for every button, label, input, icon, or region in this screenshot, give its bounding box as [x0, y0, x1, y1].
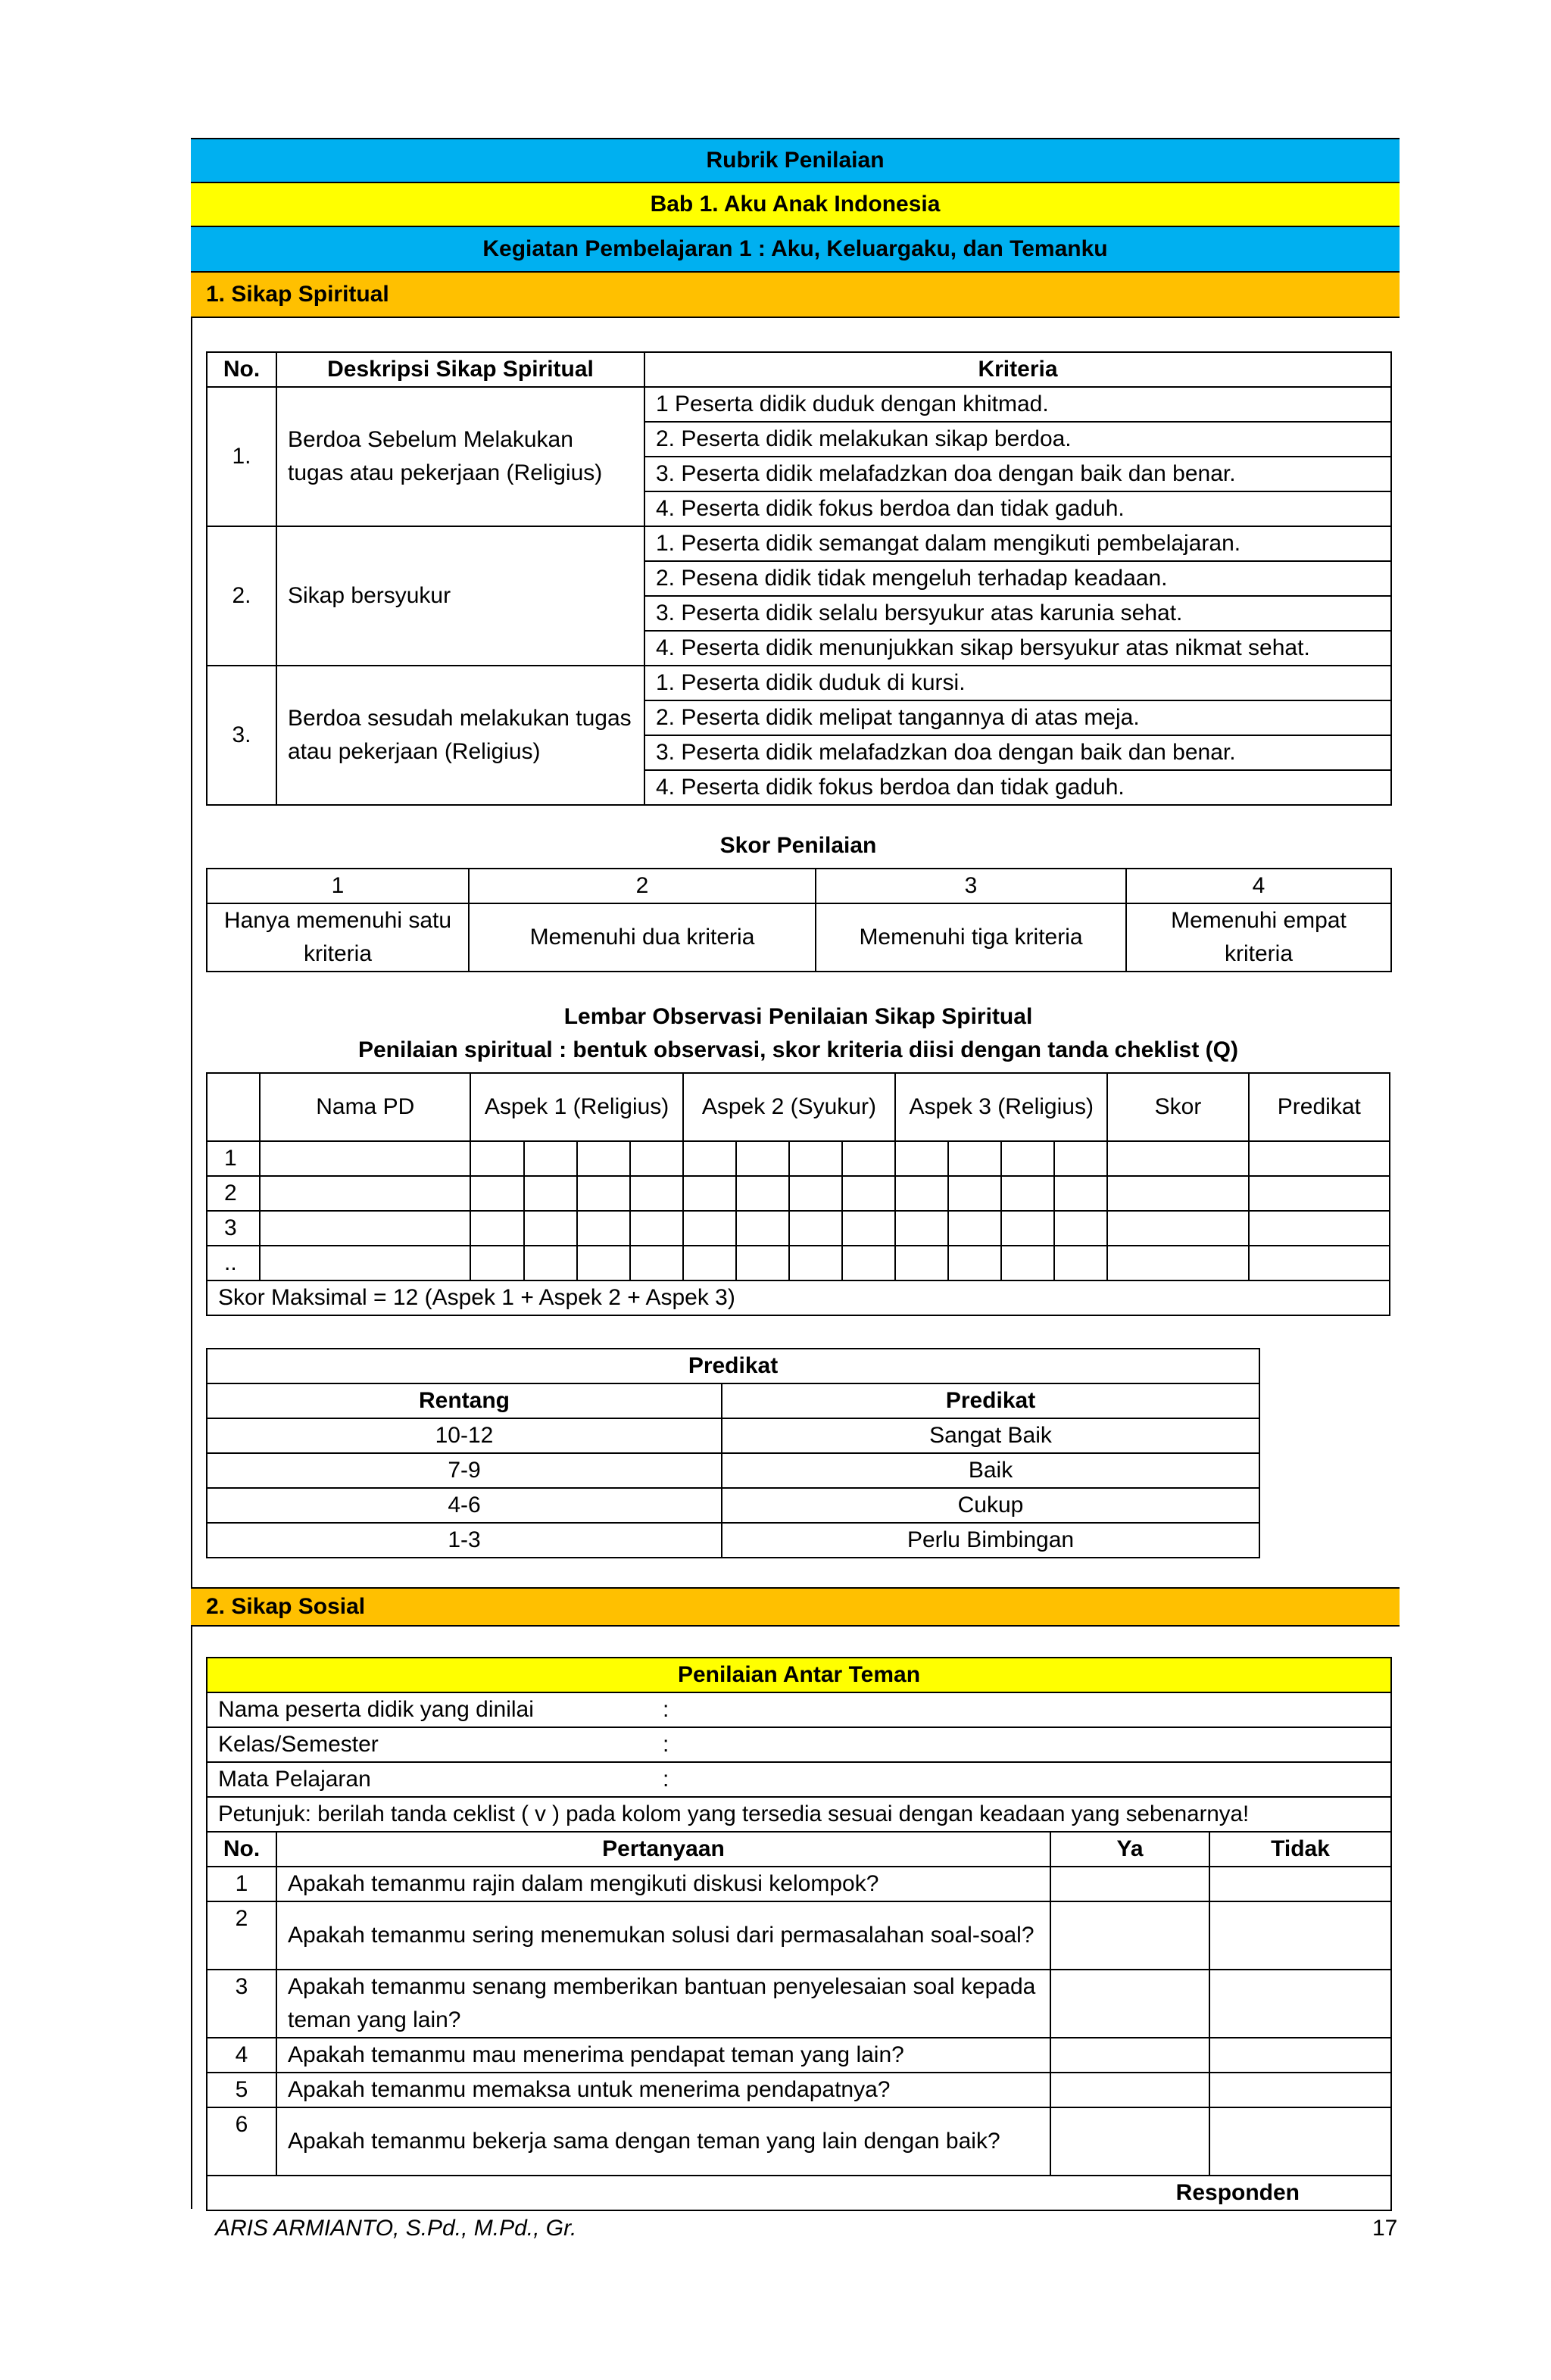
lembar-subtitle: Penilaian spiritual : bentuk observasi, skor kriteria diisi dengan tanda cheklist (Q) [357, 1037, 1238, 1062]
obs-cell[interactable] [1249, 1176, 1390, 1211]
obs-check[interactable] [524, 1211, 577, 1246]
responden-label: Responden [207, 2176, 1391, 2210]
obs-check[interactable] [895, 1211, 948, 1246]
obs-check[interactable] [1001, 1176, 1054, 1211]
kriteria-item: 3. Peserta didik selalu bersyukur atas karunia sehat. [644, 596, 1391, 631]
section1-title: 1. Sikap Spiritual [206, 282, 389, 307]
row-no: 2. [207, 526, 276, 666]
predikat-title: Predikat [207, 1349, 1259, 1383]
answer-tidak[interactable] [1209, 1970, 1391, 2038]
obs-check[interactable] [895, 1176, 948, 1211]
obs-cell[interactable] [1249, 1246, 1390, 1280]
obs-header-aspek3: Aspek 3 (Religius) [895, 1073, 1107, 1141]
obs-check[interactable] [683, 1141, 736, 1176]
field-colon: : [663, 1692, 1391, 1727]
answer-tidak[interactable] [1209, 1867, 1391, 1901]
predikat-value: Baik [722, 1453, 1259, 1488]
row-no: 1. [207, 387, 276, 526]
obs-check[interactable] [1054, 1246, 1107, 1280]
obs-header-no [207, 1073, 260, 1141]
col-kriteria: Kriteria [644, 352, 1391, 387]
kegiatan-band [191, 226, 1400, 271]
col-deskripsi: Deskripsi Sikap Spiritual [276, 352, 644, 387]
field-colon: : [663, 1762, 1391, 1797]
field-label: Mata Pelajaran [207, 1762, 663, 1797]
obs-check[interactable] [842, 1176, 895, 1211]
bab-band [191, 182, 1400, 226]
predikat-table [206, 1348, 1260, 1558]
q-no: 2 [207, 1901, 276, 1970]
answer-ya[interactable] [1050, 2073, 1209, 2107]
obs-row-no: .. [207, 1246, 260, 1280]
obs-check[interactable] [789, 1141, 842, 1176]
answer-ya[interactable] [1050, 1867, 1209, 1901]
obs-check[interactable] [683, 1176, 736, 1211]
obs-check[interactable] [577, 1141, 630, 1176]
obs-check[interactable] [1001, 1211, 1054, 1246]
kriteria-table [206, 351, 1392, 806]
skor-value: 3 [816, 869, 1126, 903]
obs-check[interactable] [736, 1211, 789, 1246]
q-no: 6 [207, 2107, 276, 2176]
answer-tidak[interactable] [1209, 2073, 1391, 2107]
obs-check[interactable] [948, 1141, 1001, 1176]
obs-check[interactable] [524, 1246, 577, 1280]
obs-check[interactable] [842, 1211, 895, 1246]
obs-check[interactable] [1054, 1211, 1107, 1246]
kriteria-item: 4. Peserta didik fokus berdoa dan tidak gaduh. [644, 770, 1391, 805]
obs-cell[interactable] [260, 1176, 470, 1211]
kriteria-item: 3. Peserta didik melafadzkan doa dengan baik dan benar. [644, 735, 1391, 770]
skor-value: 4 [1126, 869, 1391, 903]
kriteria-item: 1. Peserta didik semangat dalam mengikuti pembelajaran. [644, 526, 1391, 561]
obs-check[interactable] [1054, 1176, 1107, 1211]
bab-title: Bab 1. Aku Anak Indonesia [650, 192, 941, 217]
skor-desc: Memenuhi dua kriteria [469, 903, 816, 972]
answer-ya[interactable] [1050, 1970, 1209, 2038]
skor-desc: Memenuhi empat kriteria [1126, 903, 1391, 972]
rentang-value: 1-3 [207, 1523, 722, 1558]
obs-check[interactable] [789, 1176, 842, 1211]
obs-check[interactable] [1001, 1141, 1054, 1176]
obs-check[interactable] [736, 1246, 789, 1280]
obs-row-no: 3 [207, 1211, 260, 1246]
obs-check[interactable] [895, 1141, 948, 1176]
col-pertanyaan: Pertanyaan [276, 1832, 1050, 1867]
section2-band [191, 1587, 1400, 1627]
kriteria-item: 1. Peserta didik duduk di kursi. [644, 666, 1391, 700]
obs-check[interactable] [948, 1246, 1001, 1280]
rubrik-title: Rubrik Penilaian [706, 148, 885, 173]
skor-value: 1 [207, 869, 469, 903]
predikat-value: Perlu Bimbingan [722, 1523, 1259, 1558]
kriteria-item: 4. Peserta didik fokus berdoa dan tidak gaduh. [644, 491, 1391, 526]
obs-header-aspek1: Aspek 1 (Religius) [470, 1073, 682, 1141]
obs-cell[interactable] [1107, 1246, 1248, 1280]
kriteria-item: 2. Pesena didik tidak mengeluh terhadap keadaan. [644, 561, 1391, 596]
q-no: 5 [207, 2073, 276, 2107]
obs-check[interactable] [789, 1211, 842, 1246]
row-deskripsi: Berdoa sesudah melakukan tugas atau pekerjaan (Religius) [276, 666, 644, 805]
petunjuk: Petunjuk: berilah tanda ceklist ( v ) pada kolom yang tersedia sesuai dengan keadaan yang sebenarnya! [207, 1797, 1391, 1832]
skor-desc: Hanya memenuhi satu kriteria [207, 903, 469, 972]
col-no: No. [207, 1832, 276, 1867]
kriteria-item: 2. Peserta didik melipat tangannya di atas meja. [644, 700, 1391, 735]
obs-check[interactable] [470, 1176, 523, 1211]
obs-cell[interactable] [1107, 1176, 1248, 1211]
obs-check[interactable] [577, 1246, 630, 1280]
lembar-title: Lembar Observasi Penilaian Sikap Spiritual [563, 1004, 1033, 1029]
obs-check[interactable] [842, 1246, 895, 1280]
predikat-value: Sangat Baik [722, 1418, 1259, 1453]
obs-check[interactable] [524, 1176, 577, 1211]
kriteria-item: 1 Peserta didik duduk dengan khitmad. [644, 387, 1391, 422]
obs-check[interactable] [577, 1176, 630, 1211]
section2-title: 2. Sikap Sosial [206, 1594, 366, 1619]
obs-check[interactable] [948, 1176, 1001, 1211]
obs-check[interactable] [470, 1141, 523, 1176]
obs-check[interactable] [683, 1211, 736, 1246]
q-no: 1 [207, 1867, 276, 1901]
obs-row [207, 1176, 1390, 1211]
obs-check[interactable] [842, 1141, 895, 1176]
obs-check[interactable] [948, 1211, 1001, 1246]
obs-check[interactable] [577, 1211, 630, 1246]
field-label: Nama peserta didik yang dinilai [207, 1692, 663, 1727]
obs-header-predikat: Predikat [1249, 1073, 1390, 1141]
obs-check[interactable] [736, 1141, 789, 1176]
obs-check[interactable] [895, 1246, 948, 1280]
row-no: 3. [207, 666, 276, 805]
q-text: Apakah temanmu memaksa untuk menerima pendapatnya? [276, 2073, 1050, 2107]
skor-table [206, 868, 1392, 972]
kegiatan-title: Kegiatan Pembelajaran 1 : Aku, Keluargaku, dan Temanku [482, 236, 1108, 261]
skor-desc: Memenuhi tiga kriteria [816, 903, 1126, 972]
answer-ya[interactable] [1050, 2107, 1209, 2176]
obs-cell[interactable] [1107, 1141, 1248, 1176]
obs-row [207, 1211, 1390, 1246]
antar-title: Penilaian Antar Teman [207, 1658, 1391, 1692]
col-predikat: Predikat [722, 1383, 1259, 1418]
field-colon: : [663, 1727, 1391, 1762]
obs-check[interactable] [789, 1246, 842, 1280]
q-text: Apakah temanmu rajin dalam mengikuti diskusi kelompok? [276, 1867, 1050, 1901]
field-label: Kelas/Semester [207, 1727, 663, 1762]
obs-row [207, 1141, 1390, 1176]
rentang-value: 10-12 [207, 1418, 722, 1453]
q-text: Apakah temanmu mau menerima pendapat teman yang lain? [276, 2038, 1050, 2073]
answer-ya[interactable] [1050, 1901, 1209, 1970]
obs-check[interactable] [1054, 1141, 1107, 1176]
q-text: Apakah temanmu bekerja sama dengan teman yang lain dengan baik? [276, 2107, 1050, 2176]
col-tidak: Tidak [1209, 1832, 1391, 1867]
observasi-table [206, 1072, 1390, 1316]
obs-cell[interactable] [260, 1141, 470, 1176]
q-no: 4 [207, 2038, 276, 2073]
kriteria-item: 2. Peserta didik melakukan sikap berdoa. [644, 422, 1391, 457]
obs-check[interactable] [630, 1246, 683, 1280]
answer-ya[interactable] [1050, 2038, 1209, 2073]
obs-header-nama: Nama PD [260, 1073, 470, 1141]
col-no: No. [207, 352, 276, 387]
row-deskripsi: Berdoa Sebelum Melakukan tugas atau pekerjaan (Religius) [276, 387, 644, 526]
section1-band [191, 271, 1400, 318]
obs-check[interactable] [630, 1176, 683, 1211]
obs-cell[interactable] [260, 1211, 470, 1246]
q-text: Apakah temanmu sering menemukan solusi dari permasalahan soal-soal? [276, 1901, 1050, 1970]
rentang-value: 7-9 [207, 1453, 722, 1488]
obs-check[interactable] [1001, 1246, 1054, 1280]
obs-check[interactable] [736, 1176, 789, 1211]
obs-header-aspek2: Aspek 2 (Syukur) [683, 1073, 895, 1141]
obs-cell[interactable] [260, 1246, 470, 1280]
answer-tidak[interactable] [1209, 2038, 1391, 2073]
page-number: 17 [1372, 2216, 1398, 2241]
obs-row [207, 1246, 1390, 1280]
kriteria-item: 4. Peserta didik menunjukkan sikap bersyukur atas nikmat sehat. [644, 631, 1391, 666]
obs-check[interactable] [630, 1141, 683, 1176]
answer-tidak[interactable] [1209, 1901, 1391, 1970]
skor-maksimal: Skor Maksimal = 12 (Aspek 1 + Aspek 2 + Aspek 3) [207, 1280, 1390, 1315]
obs-cell[interactable] [1249, 1211, 1390, 1246]
obs-check[interactable] [683, 1246, 736, 1280]
obs-check[interactable] [524, 1141, 577, 1176]
obs-check[interactable] [630, 1211, 683, 1246]
rentang-value: 4-6 [207, 1488, 722, 1523]
skor-value: 2 [469, 869, 816, 903]
answer-tidak[interactable] [1209, 2107, 1391, 2176]
obs-check[interactable] [470, 1246, 523, 1280]
col-rentang: Rentang [207, 1383, 722, 1418]
obs-row-no: 1 [207, 1141, 260, 1176]
footer-author: ARIS ARMIANTO, S.Pd., M.Pd., Gr. [215, 2216, 577, 2241]
predikat-value: Cukup [722, 1488, 1259, 1523]
obs-header-skor: Skor [1107, 1073, 1248, 1141]
row-deskripsi: Sikap bersyukur [276, 526, 644, 666]
skor-title: Skor Penilaian [719, 833, 877, 858]
q-text: Apakah temanmu senang memberikan bantuan penyelesaian soal kepada teman yang lain? [276, 1970, 1050, 2038]
q-no: 3 [207, 1970, 276, 2038]
kriteria-item: 3. Peserta didik melafadzkan doa dengan baik dan benar. [644, 457, 1391, 491]
obs-cell[interactable] [1107, 1211, 1248, 1246]
obs-row-no: 2 [207, 1176, 260, 1211]
obs-check[interactable] [470, 1211, 523, 1246]
antar-teman-table [206, 1657, 1392, 2211]
obs-cell[interactable] [1249, 1141, 1390, 1176]
rubrik-band [191, 138, 1400, 182]
col-ya: Ya [1050, 1832, 1209, 1867]
